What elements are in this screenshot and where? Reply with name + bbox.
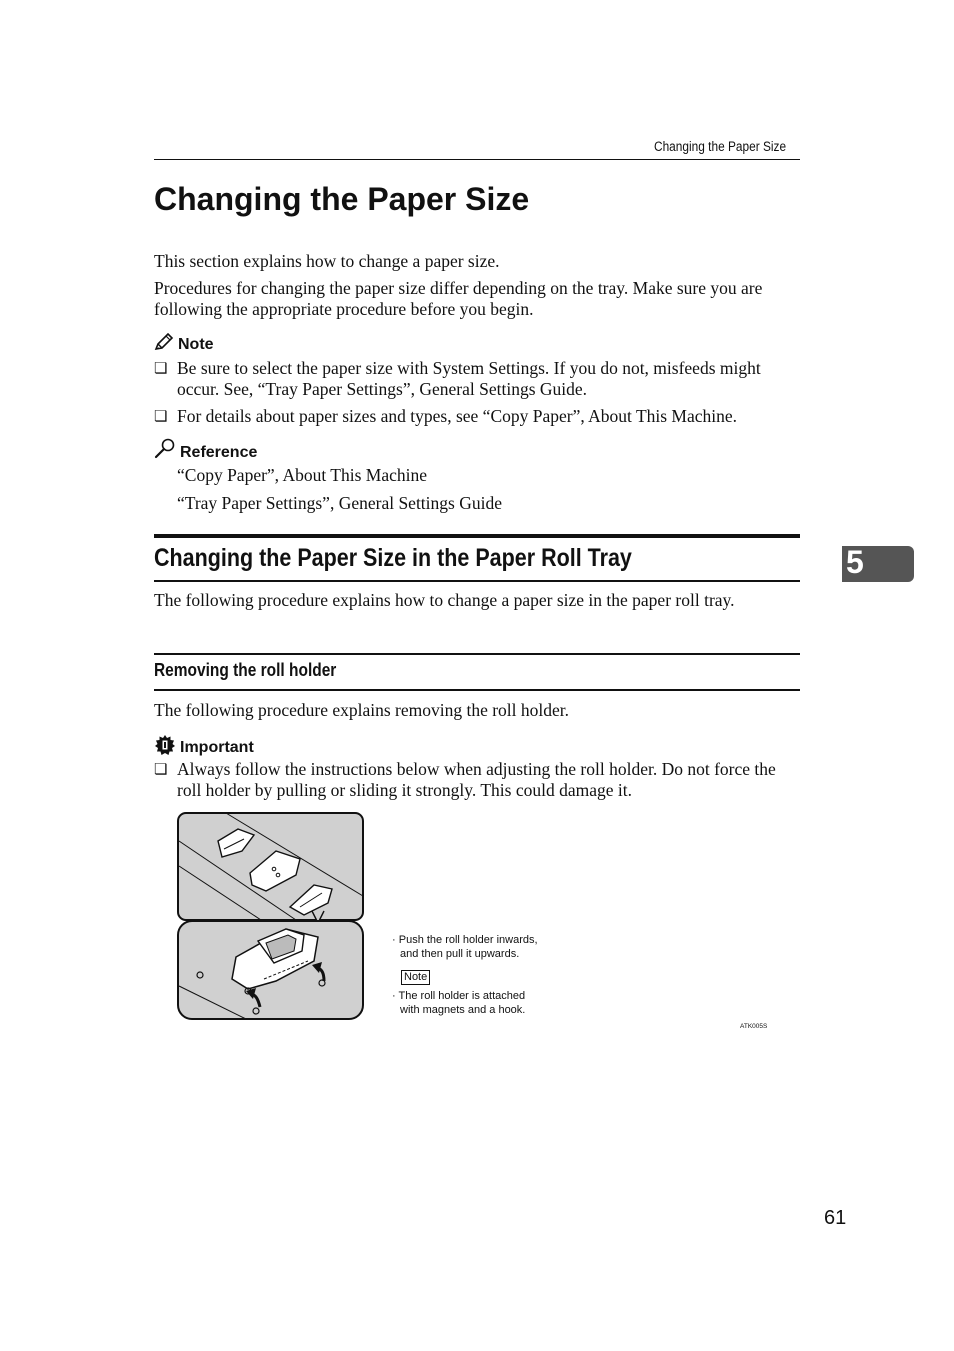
magnifier-icon xyxy=(154,438,176,460)
caption-1-line-2: and then pull it upwards. xyxy=(400,948,520,960)
page-title: Changing the Paper Size xyxy=(154,181,530,217)
caption-2 xyxy=(392,989,525,1017)
checkbox-icon: ❏ xyxy=(154,409,168,425)
checkbox-icon: ❏ xyxy=(154,361,168,377)
important-label: Important xyxy=(180,739,254,756)
subsection-paragraph: The following procedure explains removing the roll holder. xyxy=(154,700,570,720)
note-label: Note xyxy=(178,336,214,353)
reference-item-2: “Tray Paper Settings”, General Settings Guide xyxy=(177,493,502,513)
caption-1-line-1: Push the roll holder inwards, xyxy=(398,934,538,946)
checkbox-icon: ❏ xyxy=(154,762,168,778)
section-rule-top xyxy=(154,534,800,538)
reference-label: Reference xyxy=(180,444,258,461)
intro-paragraph-2: Procedures for changing the paper size differ depending on the tray. Make sure you are following the appropriate procedure before you begin. xyxy=(154,278,763,319)
caption-note-label: Note xyxy=(401,970,430,985)
note-item-2: For details about paper sizes and types, see “Copy Paper”, About This Machine. xyxy=(177,406,738,426)
running-header: Changing the Paper Size xyxy=(654,139,787,154)
caption-2-line-2: with magnets and a hook. xyxy=(400,1004,526,1016)
roll-holder-illustration xyxy=(176,811,366,1023)
subsection-rule-bottom xyxy=(154,689,800,691)
section-rule-bottom xyxy=(154,580,800,582)
illustration-code: ATK005S xyxy=(740,1023,768,1030)
caption-2-line-1: The roll holder is attached xyxy=(398,990,526,1002)
header-rule xyxy=(154,159,800,160)
important-heading xyxy=(154,734,254,757)
pencil-icon xyxy=(154,333,174,351)
page-number: 61 xyxy=(824,1207,847,1229)
chapter-number: 5 xyxy=(846,544,864,580)
note-heading xyxy=(154,333,214,354)
section-heading: Changing the Paper Size in the Paper Roll Tray xyxy=(154,544,632,572)
bullet: · xyxy=(392,934,396,946)
section-paragraph: The following procedure explains how to change a paper size in the paper roll tray. xyxy=(154,590,735,610)
bullet: · xyxy=(392,990,396,1002)
important-icon xyxy=(154,734,176,756)
caption-1 xyxy=(392,933,538,961)
reference-heading xyxy=(154,438,257,462)
important-item-1: Always follow the instructions below when adjusting the roll holder. Do not force the roll holder by pulling or sliding it strongly. This could damage it. xyxy=(177,759,776,800)
subsection-heading: Removing the roll holder xyxy=(154,660,337,680)
subsection-rule-top xyxy=(154,653,800,655)
reference-item-1: “Copy Paper”, About This Machine xyxy=(177,465,427,485)
intro-paragraph-1: This section explains how to change a paper size. xyxy=(154,251,500,271)
note-item-1: Be sure to select the paper size with System Settings. If you do not, misfeeds might occur. See, “Tray Paper Settings”, General Settings Guide. xyxy=(177,358,761,399)
